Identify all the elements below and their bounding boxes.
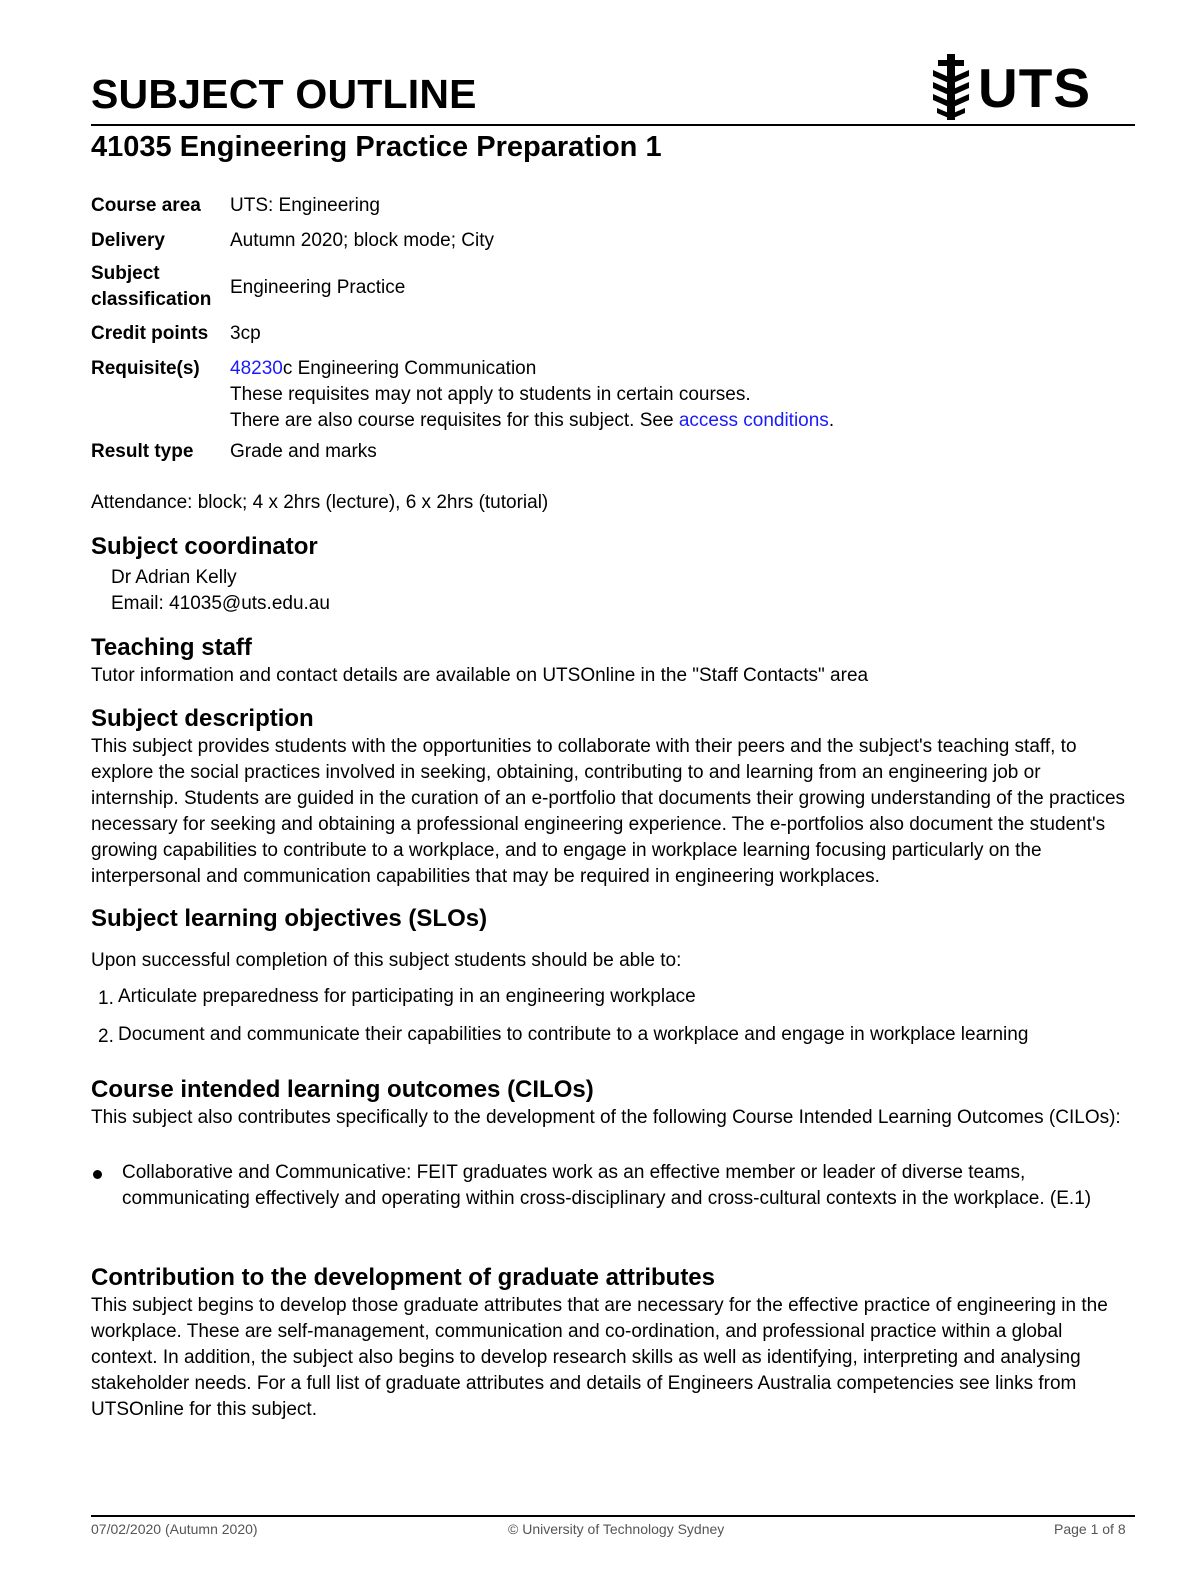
slo-number: 2. [98,1026,114,1047]
slo-number: 1. [98,988,114,1009]
meta-label: Credit points [91,323,209,344]
footer-date: 07/02/2020 (Autumn 2020) [91,1521,258,1537]
requisite-line [230,356,1130,382]
conditions-period: . [828,410,835,431]
bullet-icon [93,1170,102,1179]
graduate-attributes-heading: Contribution to the development of graduate attributes [91,1264,715,1291]
coordinator-email: Email: 41035@uts.edu.au [111,593,330,614]
cilos-heading: Course intended learning outcomes (CILOs) [91,1076,594,1103]
document-title: SUBJECT OUTLINE [91,71,477,117]
meta-value: Grade and marks [230,441,377,462]
graduate-attributes-text: This subject begins to develop those graduate attributes that are necessary for the effective practice of engineering in the workplace. These are self-management, communication and co-ordination, and professional practice within a global context. In addition, the subject also begins to develop research skills as well as identifying, interpreting and analysing stakeholder needs. For a full list of graduate attributes and details of Engineers Australia competencies see links from UTSOnline for this subject. [91,1295,1108,1420]
logo-text: UTS [978,57,1091,119]
footer-page-number: Page 1 of 8 [1054,1521,1126,1537]
access-conditions-link[interactable]: access conditions [678,410,829,431]
slo-item: Articulate preparedness for participating in an engineering workplace [118,986,696,1007]
description-text: This subject provides students with the opportunities to collaborate with their peers and the subject's teaching staff, to explore the social practices involved in seeking, obtaining, contributing to and learning from an engineering job or internship. Students are guided in the curation of an e-portfolio that documents their growing understanding of the practices necessary for seeking and obtaining a professional engineering experience. The e-portfolios also document the student's growing capabilities to contribute to a workplace, and to engage in workplace learning focusing particularly on the interpersonal and communication capabilities that may be required in engineering workplaces. [91,736,1126,887]
coordinator-name: Dr Adrian Kelly [111,567,237,588]
conditions-text: There are also course requisites for this subject. See [230,410,679,431]
footer-divider [91,1515,1135,1517]
requisite-conditions [230,408,1130,434]
meta-value: Engineering Practice [230,277,406,298]
slos-heading: Subject learning objectives (SLOs) [91,905,488,932]
attendance-text: Attendance: block; 4 x 2hrs (lecture), 6 x 2hrs (tutorial) [91,492,549,513]
meta-value: Autumn 2020; block mode; City [230,230,495,251]
meta-label: Requisite(s) [91,358,200,379]
meta-label: Result type [91,441,194,462]
requisite-note: These requisites may not apply to students in certain courses. [230,384,751,405]
meta-value [230,356,1130,434]
meta-value: UTS: Engineering [230,195,380,216]
cilos-intro: This subject also contributes specifically to the development of the following Course Intended Learning Outcomes (CILOs): [91,1107,1121,1128]
header-divider [91,124,1135,126]
cilo-item: Collaborative and Communicative: FEIT graduates work as an effective member or leader of diverse teams, communicating effectively and operating within cross-disciplinary and cross-cultural contexts in the workplace. (E.1) [122,1162,1092,1209]
teaching-staff-text: Tutor information and contact details are available on UTSOnline in the "Staff Contacts" area [91,665,869,686]
requisite-name: c Engineering Communication [282,358,537,379]
meta-label: Subject classification [91,263,212,310]
teaching-staff-heading: Teaching staff [91,634,252,661]
footer-copyright: © University of Technology Sydney [508,1521,725,1537]
requisite-link[interactable]: 48230 [230,358,283,379]
uts-crest-icon [928,52,974,124]
slo-item: Document and communicate their capabilities to contribute to a workplace and engage in workplace learning [118,1024,1029,1045]
subject-title: 41035 Engineering Practice Preparation 1 [91,131,662,163]
description-heading: Subject description [91,705,314,732]
meta-label: Course area [91,195,201,216]
meta-label: Delivery [91,230,165,251]
meta-value: 3cp [230,323,261,344]
slos-intro: Upon successful completion of this subject students should be able to: [91,950,682,971]
uts-logo [928,52,1098,124]
coordinator-heading: Subject coordinator [91,533,318,560]
